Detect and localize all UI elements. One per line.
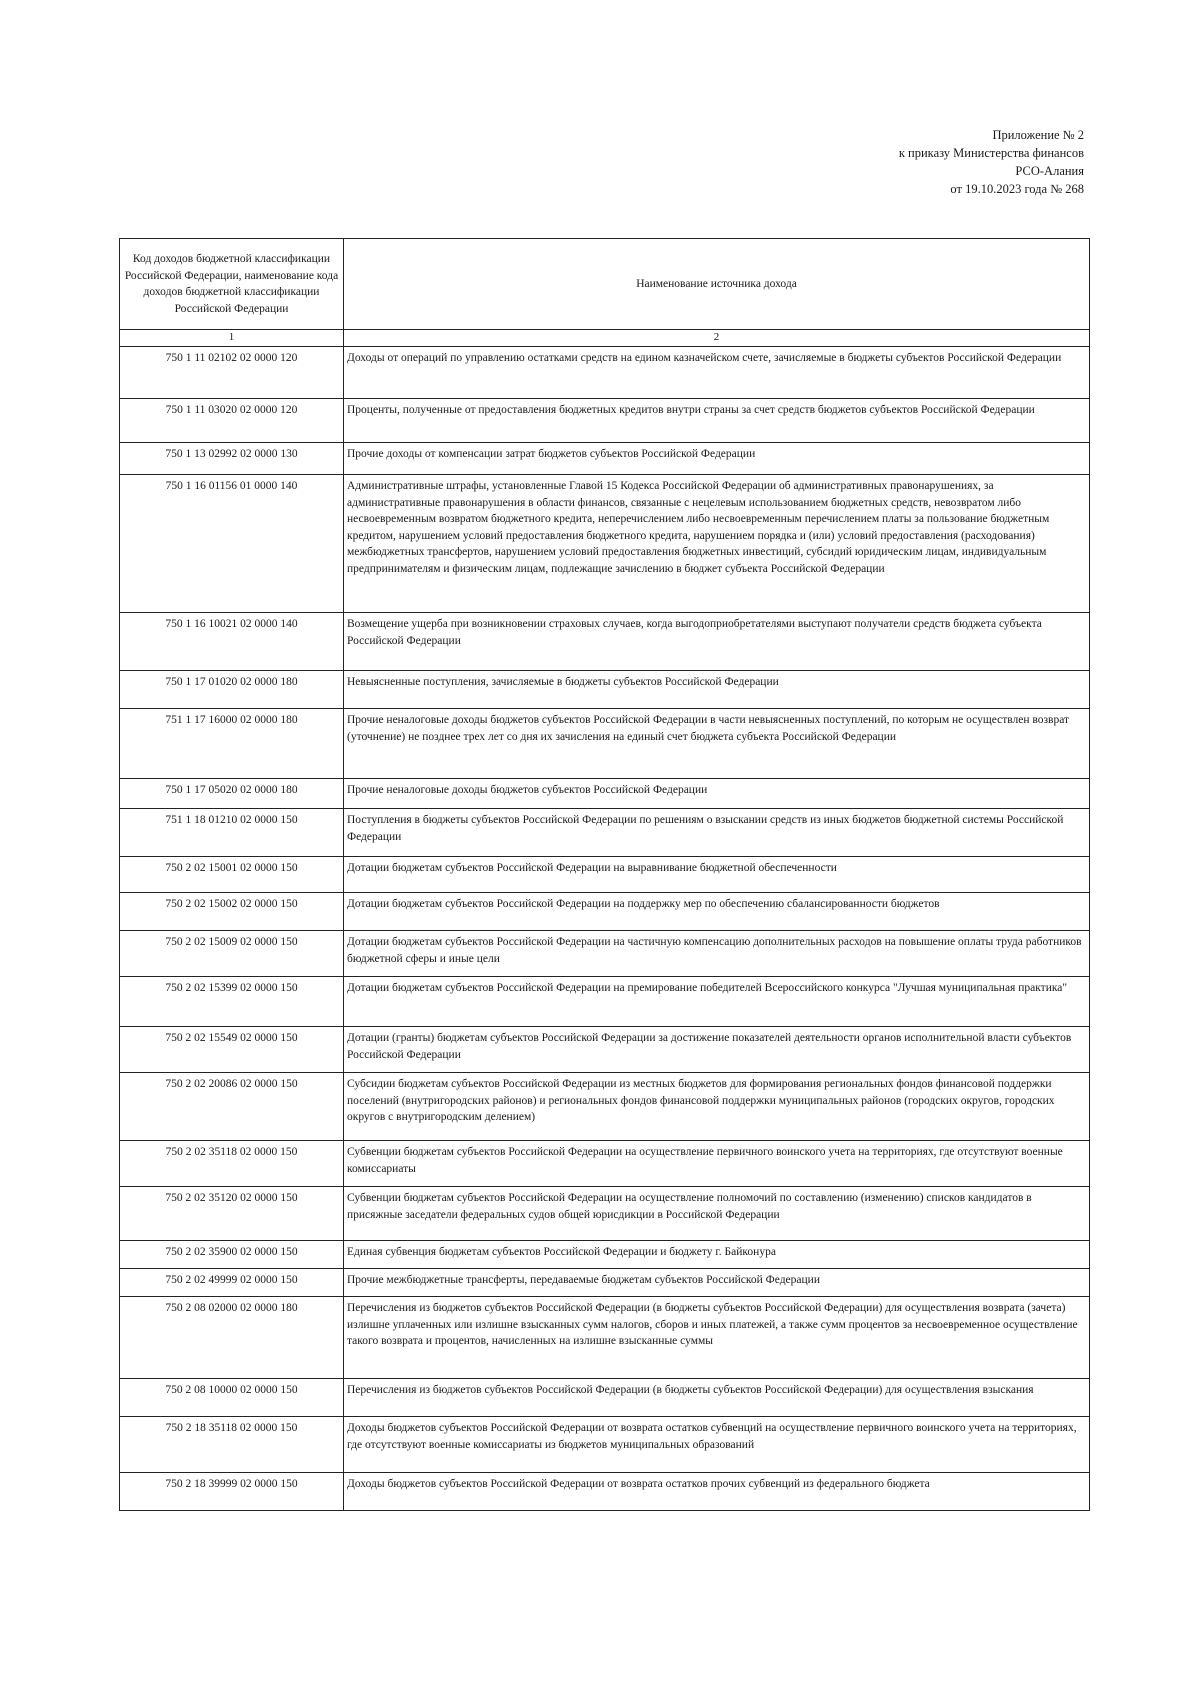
income-source-name: Единая субвенция бюджетам субъектов Российской Федерации и бюджету г. Байконура — [344, 1241, 1090, 1269]
order-date-number: от 19.10.2023 года № 268 — [950, 182, 1084, 196]
column-number-1: 1 — [120, 330, 344, 347]
table-row — [120, 1241, 1090, 1269]
income-source-name: Прочие неналоговые доходы бюджетов субъектов Российской Федерации в части невыясненных поступлений, по которым не осуществлен возврат (уточнение) не позднее трех лет со дня их зачисления на единый счет бюджета субъекта Российской Федерации — [344, 709, 1090, 779]
income-source-name: Дотации бюджетам субъектов Российской Федерации на выравнивание бюджетной обеспеченности — [344, 857, 1090, 893]
table-row — [120, 709, 1090, 779]
income-code: 750 1 16 10021 02 0000 140 — [120, 613, 344, 671]
income-source-name: Дотации бюджетам субъектов Российской Федерации на премирование победителей Всероссийского конкурса "Лучшая муниципальная практика" — [344, 977, 1090, 1027]
table-row — [120, 1027, 1090, 1073]
income-source-name: Перечисления из бюджетов субъектов Российской Федерации (в бюджеты субъектов Российской Федерации) для осуществления взыскания — [344, 1379, 1090, 1417]
table-row — [120, 1269, 1090, 1297]
income-code: 750 1 16 01156 01 0000 140 — [120, 475, 344, 613]
table-row — [120, 613, 1090, 671]
income-code: 750 1 11 02102 02 0000 120 — [120, 347, 344, 399]
income-code: 750 1 17 01020 02 0000 180 — [120, 671, 344, 709]
income-source-name: Доходы бюджетов субъектов Российской Федерации от возврата остатков прочих субвенций из федерального бюджета — [344, 1473, 1090, 1511]
income-code: 750 2 08 02000 02 0000 180 — [120, 1297, 344, 1379]
table-row — [120, 857, 1090, 893]
income-code: 750 2 02 15002 02 0000 150 — [120, 893, 344, 931]
income-code: 750 1 17 05020 02 0000 180 — [120, 779, 344, 809]
table-row — [120, 779, 1090, 809]
table-row — [120, 977, 1090, 1027]
table-row — [120, 1417, 1090, 1473]
income-code: 750 2 02 49999 02 0000 150 — [120, 1269, 344, 1297]
table-body — [120, 347, 1090, 1511]
income-code: 750 2 08 10000 02 0000 150 — [120, 1379, 344, 1417]
table-row — [120, 475, 1090, 613]
income-source-name: Поступления в бюджеты субъектов Российской Федерации по решениям о взыскании средств из иных бюджетов бюджетной системы Российской Федерации — [344, 809, 1090, 857]
income-source-name: Субвенции бюджетам субъектов Российской Федерации на осуществление первичного воинского учета на территориях, где отсутствуют военные комиссариаты — [344, 1141, 1090, 1187]
table-row — [120, 347, 1090, 399]
column-header-name: Наименование источника дохода — [344, 239, 1090, 330]
income-code: 750 2 02 15399 02 0000 150 — [120, 977, 344, 1027]
table-row — [120, 399, 1090, 443]
income-code: 750 2 18 35118 02 0000 150 — [120, 1417, 344, 1473]
income-code: 750 2 02 35900 02 0000 150 — [120, 1241, 344, 1269]
table-row — [120, 1473, 1090, 1511]
income-code: 751 1 18 01210 02 0000 150 — [120, 809, 344, 857]
table-row — [120, 1187, 1090, 1241]
income-source-name: Дотации бюджетам субъектов Российской Федерации на поддержку мер по обеспечению сбалансированности бюджетов — [344, 893, 1090, 931]
income-source-name: Доходы от операций по управлению остатками средств на едином казначейском счете, зачисляемые в бюджеты субъектов Российской Федерации — [344, 347, 1090, 399]
order-reference: к приказу Министерства финансов — [898, 146, 1084, 160]
table-row — [120, 1297, 1090, 1379]
table-row — [120, 893, 1090, 931]
income-source-name: Прочие межбюджетные трансферты, передаваемые бюджетам субъектов Российской Федерации — [344, 1269, 1090, 1297]
appendix-number: Приложение № 2 — [992, 128, 1084, 142]
income-code: 750 2 02 35118 02 0000 150 — [120, 1141, 344, 1187]
table-row — [120, 1379, 1090, 1417]
income-code: 750 1 11 03020 02 0000 120 — [120, 399, 344, 443]
table-row — [120, 671, 1090, 709]
income-code: 750 2 02 15009 02 0000 150 — [120, 931, 344, 977]
column-number-2: 2 — [344, 330, 1090, 347]
income-code: 750 2 02 15001 02 0000 150 — [120, 857, 344, 893]
table-row — [120, 1073, 1090, 1141]
appendix-header — [899, 126, 1084, 198]
income-code: 750 1 13 02992 02 0000 130 — [120, 443, 344, 475]
income-codes-table — [119, 238, 1090, 1511]
income-code: 750 2 02 20086 02 0000 150 — [120, 1073, 344, 1141]
income-source-name: Проценты, полученные от предоставления бюджетных кредитов внутри страны за счет средств бюджетов субъектов Российской Федерации — [344, 399, 1090, 443]
income-code: 750 2 02 35120 02 0000 150 — [120, 1187, 344, 1241]
income-source-name: Прочие доходы от компенсации затрат бюджетов субъектов Российской Федерации — [344, 443, 1090, 475]
income-source-name: Субсидии бюджетам субъектов Российской Федерации из местных бюджетов для формирования региональных фондов финансовой поддержки поселений (внутригородских районов) и региональных фондов финансовой поддержки муниципальных районов (городских округов, городских округов с внутригородским делением) — [344, 1073, 1090, 1141]
income-source-name: Перечисления из бюджетов субъектов Российской Федерации (в бюджеты субъектов Российской Федерации) для осуществления возврата (зачета) излишне уплаченных или излишне взысканных сумм налогов, сборов и иных платежей, а также сумм процентов за несвоевременное осуществление такого возврата и процентов, начисленных на излишне взысканные суммы — [344, 1297, 1090, 1379]
income-code: 751 1 17 16000 02 0000 180 — [120, 709, 344, 779]
region-name: РСО-Алания — [1015, 164, 1084, 178]
income-source-name: Возмещение ущерба при возникновении страховых случаев, когда выгодоприобретателями выступают получатели средств бюджета субъекта Российской Федерации — [344, 613, 1090, 671]
table-row — [120, 443, 1090, 475]
income-source-name: Дотации бюджетам субъектов Российской Федерации на частичную компенсацию дополнительных расходов на повышение оплаты труда работников бюджетной сферы и иные цели — [344, 931, 1090, 977]
income-source-name: Прочие неналоговые доходы бюджетов субъектов Российской Федерации — [344, 779, 1090, 809]
income-source-name: Доходы бюджетов субъектов Российской Федерации от возврата остатков субвенций на осуществление первичного воинского учета на территориях, где отсутствуют военные комиссариаты из бюджетов муниципальных образований — [344, 1417, 1090, 1473]
income-source-name: Дотации (гранты) бюджетам субъектов Российской Федерации за достижение показателей деятельности органов исполнительной власти субъектов Российской Федерации — [344, 1027, 1090, 1073]
table-row — [120, 1141, 1090, 1187]
income-code: 750 2 18 39999 02 0000 150 — [120, 1473, 344, 1511]
income-source-name: Административные штрафы, установленные Главой 15 Кодекса Российской Федерации об административных правонарушениях, за административные правонарушения в области финансов, связанные с нецелевым использованием бюджетных средств, невозвратом либо несвоевременным возвратом бюджетного кредита, неперечислением либо несвоевременным перечислением платы за пользование бюджетным кредитом, нарушением условий предоставления бюджетного кредита, нарушением порядка и (или) условий предоставления (расходования) межбюджетных трансфертов, нарушением условий предоставления бюджетных инвестиций, субсидий юридическим лицам, индивидуальным предпринимателям и физическим лицам, подлежащие зачислению в бюджет субъекта Российской Федерации — [344, 475, 1090, 613]
column-header-code: Код доходов бюджетной классификации Российской Федерации, наименование кода доходов бюджетной классификации Российской Федерации — [120, 239, 344, 330]
table-row — [120, 931, 1090, 977]
income-source-name: Невыясненные поступления, зачисляемые в бюджеты субъектов Российской Федерации — [344, 671, 1090, 709]
income-code: 750 2 02 15549 02 0000 150 — [120, 1027, 344, 1073]
table-row — [120, 809, 1090, 857]
income-source-name: Субвенции бюджетам субъектов Российской Федерации на осуществление полномочий по составлению (изменению) списков кандидатов в присяжные заседатели федеральных судов общей юрисдикции в Российской Федерации — [344, 1187, 1090, 1241]
